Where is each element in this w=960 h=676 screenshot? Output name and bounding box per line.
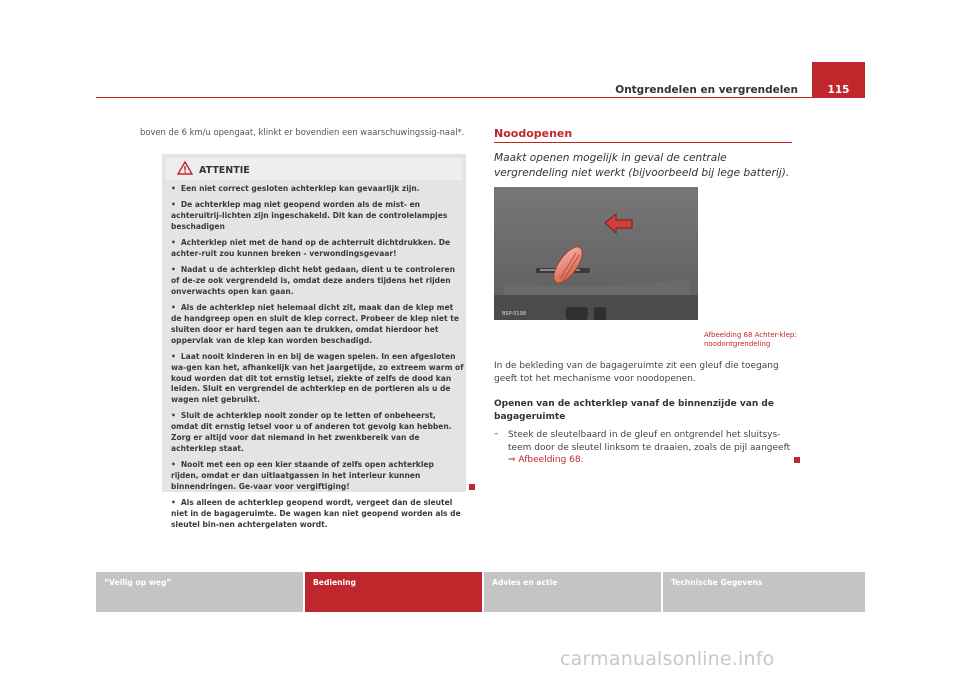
warning-item: • Als alleen de achterklep geopend wordt, vergeet dan de sleutel niet in de bagageruimte. De wagen kan niet geopend worden als de sleutel bin-nen achtergelaten wordt. — [171, 498, 464, 531]
header-rule — [96, 97, 812, 98]
warning-title: ATTENTIE — [199, 165, 250, 176]
footer-tab-advies-en-actie[interactable] — [484, 572, 661, 612]
procedure-heading: Openen van de achterklep vanaf de binnenzijde van de bagageruimte — [494, 399, 774, 422]
warning-triangle-icon — [177, 161, 193, 175]
page-number: 115 — [827, 84, 850, 96]
section-rule — [494, 142, 792, 143]
body-paragraph: In de bekleding van de bagageruimte zit een gleuf die toegang geeft tot het mechanisme voor noodopenen. — [494, 361, 779, 384]
end-marker — [794, 457, 800, 463]
end-marker — [469, 484, 475, 490]
tailgate-emergency-release-figure — [494, 187, 698, 320]
warning-item: • Sluit de achterklep nooit zonder op te letten of onbeheerst, omdat dit ernstig letsel voor u of anderen tot gevolg kan hebben. Zorg er altijd voor dat niemand in het zwenkbereik van de achterklep staat. — [171, 411, 464, 455]
footer-tab-label: Technische Gegevens — [671, 578, 763, 587]
footer-tab-label: Advies en actie — [492, 578, 558, 587]
step-dash: – — [494, 429, 499, 439]
footer-tab-technische-gegevens[interactable] — [663, 572, 865, 612]
figure-code: BSP-0198 — [502, 311, 526, 317]
section-subtitle: Maakt openen mogelijk in geval de centrale vergrendeling niet werkt (bijvoorbeeld bij lege batterij). — [494, 152, 790, 179]
warning-item: • Als de achterklep niet helemaal dicht zit, maak dan de klep met de handgreep open en sluit de klep correct. Probeer de klep niet te sluiten door er hard tegen aan te drukken, omdat hierdoor het oppervlak van de klep kan worden beschadigd. — [171, 303, 464, 347]
section-title: Noodopenen — [494, 127, 573, 140]
step-instruction: Steek de sleutelbaard in de gleuf en ontgrendel het sluitsys-teem door de sleutel linksom te draaien, zoals de pijl aangeeft — [508, 430, 791, 453]
footer-tab-label: “Veilig op weg” — [104, 578, 172, 587]
warning-item: • De achterklep mag niet geopend worden als de mist- en achteruitrij-lichten zijn ingeschakeld. Dit kan de controlelampjes beschadigen — [171, 200, 464, 233]
footer-tab-bediening[interactable] — [305, 572, 482, 612]
warning-list — [171, 184, 464, 536]
figure-reference-link[interactable]: ⇒ Afbeelding 68. — [508, 455, 584, 465]
warning-item: • Een niet correct gesloten achterklep kan gevaarlijk zijn. — [171, 184, 464, 195]
watermark: carmanualsonline.info — [560, 648, 775, 670]
chapter-title: Ontgrendelen en vergrendelen — [615, 84, 798, 96]
footer-tab-label: Bediening — [313, 578, 356, 587]
intro-text: boven de 6 km/u opengaat, klinkt er bovendien een waarschuwingssig-naal*. — [140, 127, 465, 137]
warning-item: • Nadat u de achterklep dicht hebt gedaan, dient u te controleren of de-ze ook vergrendeld is, omdat deze anders tijdens het rijden onverwachts open kan gaan. — [171, 265, 464, 298]
warning-item: • Laat nooit kinderen in en bij de wagen spelen. In een afgesloten wa-gen kan het, afhankelijk van het jaargetijde, zo extreem warm of koud worden dat dit tot ernstig letsel, ziekte of zelfs de dood kan leiden. Sluit en vergrendel de achterklep en de portieren als u de wagen niet gebruikt. — [171, 352, 464, 407]
figure-caption: Afbeelding 68 Achter-klep: noodontgrendeling — [704, 331, 797, 348]
warning-item: • Achterklep niet met de hand op de achterruit dichtdrukken. De achter-ruit zou kunnen breken - verwondingsgevaar! — [171, 238, 464, 260]
warning-item: • Nooit met een op een kier staande of zelfs open achterklep rijden, omdat er dan uitlaatgassen in het interieur kunnen binnendringen. Ge-vaar voor vergiftiging! — [171, 460, 464, 493]
footer-tab-veilig-op-weg[interactable] — [96, 572, 303, 612]
step-text — [508, 429, 800, 467]
